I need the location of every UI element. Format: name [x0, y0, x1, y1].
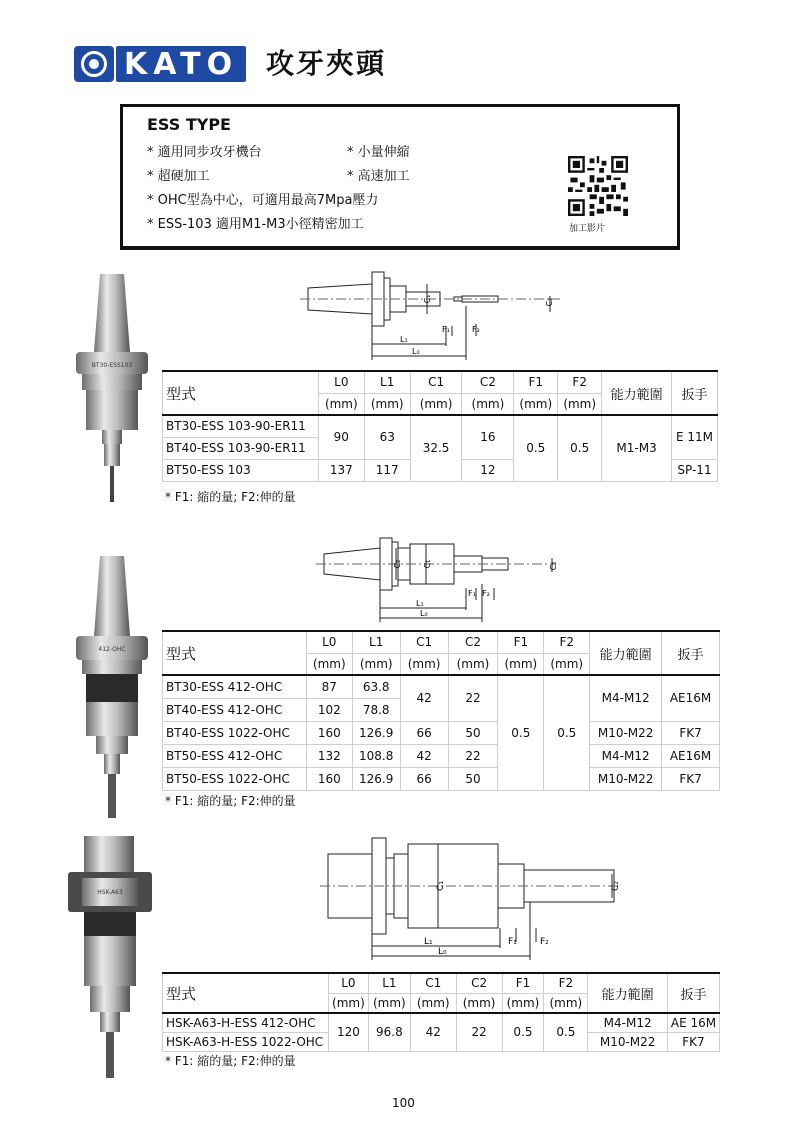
l0-label: L₀	[412, 347, 420, 356]
l1-cell: 108.8	[352, 744, 400, 767]
logo-wordmark: KATO	[116, 46, 246, 82]
c2-cell: 12	[462, 459, 514, 481]
wrench-cell: SP-11	[672, 459, 718, 481]
c2-cell: 16	[462, 415, 514, 459]
unit-label: (mm)	[352, 653, 400, 675]
f1-cell: 0.5	[498, 675, 544, 790]
tool-image-hsk-a63	[62, 834, 162, 1080]
l1-label: L₁	[416, 599, 424, 608]
page-title: 攻牙夾頭	[266, 47, 387, 80]
spec-table-ess103	[162, 370, 718, 482]
col-header: C1	[410, 371, 462, 393]
model-cell: BT50-ESS 412-OHC	[163, 744, 307, 767]
c2-cell: 22	[448, 744, 498, 767]
model-header: 型式	[163, 973, 329, 1013]
tool-engraving: BT30-ESS103	[91, 362, 133, 369]
tool-engraving: HSK-A63	[97, 889, 123, 896]
col-header: L1	[352, 631, 400, 653]
col-header: L0	[318, 371, 364, 393]
c2-cell: 22	[456, 1013, 502, 1051]
tool-image-bt30-ess103	[68, 270, 160, 506]
col-header: F2	[558, 371, 602, 393]
f1-label: F₁	[508, 937, 517, 947]
f2-cell: 0.5	[544, 1013, 588, 1051]
wrench-header: 扳手	[672, 371, 718, 415]
qr-label: 加工影片	[569, 224, 606, 234]
l0-label: L₀	[420, 609, 428, 618]
c2-cell: 22	[448, 675, 498, 721]
f1-label: F₁	[442, 325, 450, 334]
model-cell: HSK-A63-H-ESS 412-OHC	[163, 1013, 329, 1032]
qr-code-icon[interactable]	[567, 155, 629, 217]
wrench-header: 扳手	[662, 631, 720, 675]
feature-item: * 高速加工	[347, 169, 410, 184]
range-cell: M1-M3	[602, 415, 672, 481]
f1-cell: 0.5	[514, 415, 558, 481]
unit-label: (mm)	[544, 653, 590, 675]
tool-image-412-ohc	[68, 552, 160, 820]
l1-cell: 63	[364, 415, 410, 459]
col-header: C1	[400, 631, 448, 653]
c1-cell: 32.5	[410, 415, 462, 481]
c1-label: C₁	[436, 881, 446, 891]
feature-item: * 超硬加工	[147, 169, 210, 184]
l1-cell: 96.8	[368, 1013, 410, 1051]
c2-label: C₂	[393, 559, 402, 569]
f1-label: F₁	[468, 589, 476, 598]
unit-label: (mm)	[462, 393, 514, 415]
col-header: F2	[544, 973, 588, 993]
col-header: L0	[306, 631, 352, 653]
spec-table-hsk	[162, 972, 720, 1052]
l1-cell: 117	[364, 459, 410, 481]
model-cell: BT50-ESS 1022-OHC	[163, 767, 307, 790]
kato-logo	[74, 46, 246, 82]
feature-item: * 小量伸縮	[347, 145, 410, 160]
l0-cell: 137	[318, 459, 364, 481]
col-header: L1	[364, 371, 410, 393]
c2-cell: 50	[448, 767, 498, 790]
model-header: 型式	[163, 631, 307, 675]
wrench-cell: FK7	[662, 767, 720, 790]
model-cell: HSK-A63-H-ESS 1022-OHC	[163, 1032, 329, 1051]
c1-label: C₁	[423, 294, 432, 304]
c1-cell: 42	[400, 744, 448, 767]
l0-cell: 160	[306, 721, 352, 744]
features-title: ESS TYPE	[147, 115, 231, 134]
tool-engraving: 412-OHC	[98, 646, 126, 653]
model-cell: BT30-ESS 412-OHC	[163, 675, 307, 698]
col-header: C2	[462, 371, 514, 393]
l1-cell: 63.8	[352, 675, 400, 698]
wrench-cell: FK7	[662, 721, 720, 744]
spec-table-ohc	[162, 630, 720, 791]
f2-cell: 0.5	[558, 415, 602, 481]
col-header: F1	[514, 371, 558, 393]
l1-cell: 126.9	[352, 767, 400, 790]
unit-label: (mm)	[328, 993, 368, 1013]
dimension-drawing-3	[320, 834, 630, 964]
unit-label: (mm)	[544, 993, 588, 1013]
f1-cell: 0.5	[502, 1013, 544, 1051]
l0-cell: 160	[306, 767, 352, 790]
l0-cell: 102	[306, 698, 352, 721]
l0-label: L₀	[438, 947, 447, 957]
wrench-cell: AE16M	[662, 744, 720, 767]
c1-cell: 66	[400, 721, 448, 744]
model-cell: BT40-ESS 103-90-ER11	[163, 437, 319, 459]
feature-item: * ESS-103 適用M1-M3小徑精密加工	[147, 217, 364, 232]
c1-label: C₁	[423, 559, 432, 569]
unit-label: (mm)	[448, 653, 498, 675]
unit-label: (mm)	[364, 393, 410, 415]
l0-cell: 132	[306, 744, 352, 767]
feature-item: * 適用同步攻牙機台	[147, 145, 262, 160]
unit-label: (mm)	[558, 393, 602, 415]
unit-label: (mm)	[456, 993, 502, 1013]
unit-label: (mm)	[400, 653, 448, 675]
logo-mark-icon	[74, 46, 114, 82]
c1-cell: 42	[400, 675, 448, 721]
model-cell: BT50-ESS 103	[163, 459, 319, 481]
col-header: C2	[456, 973, 502, 993]
range-cell: M10-M22	[590, 721, 662, 744]
l0-cell: 90	[318, 415, 364, 459]
page-number: 100	[392, 1096, 415, 1110]
col-header: F1	[502, 973, 544, 993]
range-header: 能力範圍	[588, 973, 668, 1013]
range-cell: M10-M22	[590, 767, 662, 790]
unit-label: (mm)	[514, 393, 558, 415]
l1-cell: 126.9	[352, 721, 400, 744]
l1-label: L₁	[424, 937, 433, 947]
unit-label: (mm)	[502, 993, 544, 1013]
f2-label: F₂	[482, 589, 490, 598]
table-note: * F1: 縮的量; F2:伸的量	[165, 1054, 296, 1068]
range-header: 能力範圍	[602, 371, 672, 415]
col-header: C2	[448, 631, 498, 653]
unit-label: (mm)	[410, 393, 462, 415]
c2-label-right: C₂	[549, 561, 558, 571]
l1-label: L₁	[400, 335, 408, 344]
wrench-cell: FK7	[667, 1032, 719, 1051]
f2-label: F₂	[540, 937, 549, 947]
c1-cell: 66	[400, 767, 448, 790]
col-header: F2	[544, 631, 590, 653]
range-cell: M4-M12	[588, 1013, 668, 1032]
l1-cell: 78.8	[352, 698, 400, 721]
range-cell: M4-M12	[590, 675, 662, 721]
wrench-cell: AE16M	[662, 675, 720, 721]
features-box	[120, 104, 680, 250]
c2-label: C₂	[611, 881, 621, 891]
c2-label: C₂	[545, 297, 554, 307]
table-note: * F1: 縮的量; F2:伸的量	[165, 794, 296, 808]
feature-item: * OHC型為中心，可適用最高7Mpa壓力	[147, 193, 379, 208]
dimension-drawing-2	[316, 528, 566, 624]
col-header: C1	[410, 973, 456, 993]
col-header: F1	[498, 631, 544, 653]
wrench-cell: AE 16M	[667, 1013, 719, 1032]
range-cell: M10-M22	[588, 1032, 668, 1051]
c1-cell: 42	[410, 1013, 456, 1051]
model-cell: BT30-ESS 103-90-ER11	[163, 415, 319, 437]
model-cell: BT40-ESS 412-OHC	[163, 698, 307, 721]
table-note: * F1: 縮的量; F2:伸的量	[165, 490, 296, 504]
col-header: L0	[328, 973, 368, 993]
unit-label: (mm)	[318, 393, 364, 415]
l0-cell: 87	[306, 675, 352, 698]
f2-cell: 0.5	[544, 675, 590, 790]
model-header: 型式	[163, 371, 319, 415]
dimension-drawing-1	[300, 266, 570, 366]
l0-cell: 120	[328, 1013, 368, 1051]
range-header: 能力範圍	[590, 631, 662, 675]
unit-label: (mm)	[368, 993, 410, 1013]
col-header: L1	[368, 973, 410, 993]
range-cell: M4-M12	[590, 744, 662, 767]
unit-label: (mm)	[410, 993, 456, 1013]
wrench-header: 扳手	[667, 973, 719, 1013]
model-cell: BT40-ESS 1022-OHC	[163, 721, 307, 744]
unit-label: (mm)	[306, 653, 352, 675]
c2-cell: 50	[448, 721, 498, 744]
wrench-cell: E 11M	[672, 415, 718, 459]
unit-label: (mm)	[498, 653, 544, 675]
f2-label: F₂	[472, 325, 480, 334]
